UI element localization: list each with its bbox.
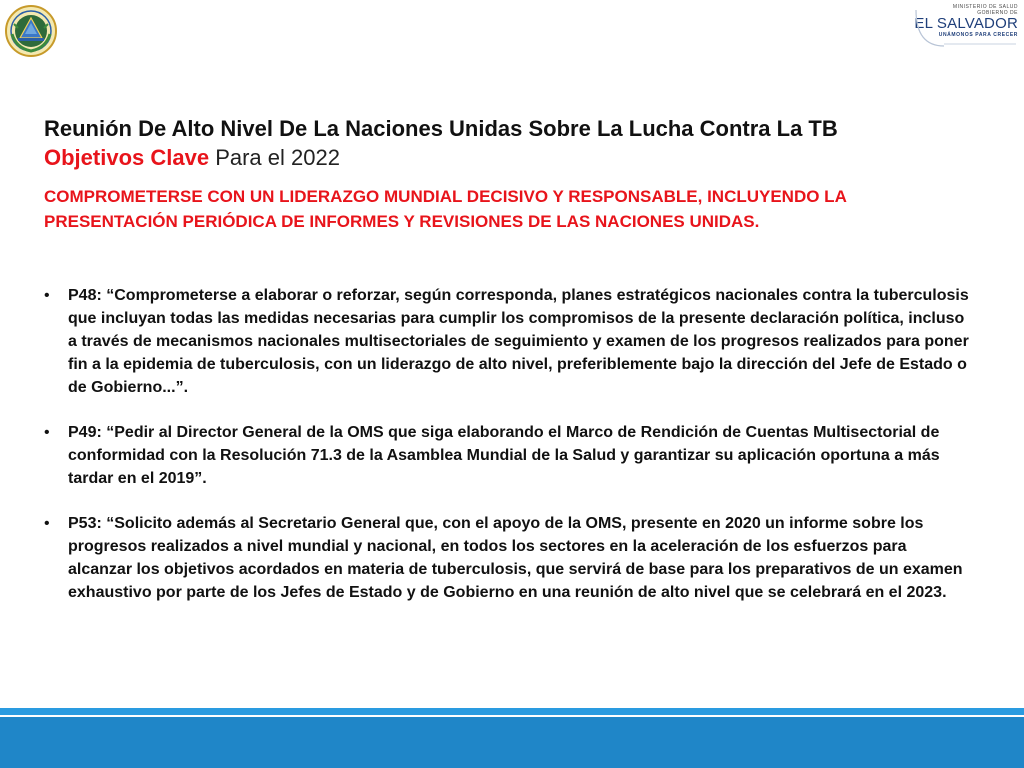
footer-band [0, 717, 1024, 768]
bullet-dot-icon: • [44, 287, 50, 304]
logo-ministry-text: MINISTERIO DE SALUD [952, 4, 1018, 10]
bullet-item-p49 [44, 421, 974, 490]
bullet-dot-icon: • [44, 515, 50, 532]
logo-swoosh-icon [914, 4, 1018, 48]
bullet-item-p53 [44, 512, 974, 604]
bullet-item-p48 [44, 284, 974, 399]
bullet-text: P48: “Comprometerse a elaborar o reforzar, según corresponda, planes estratégicos nacionales contra la tuberculosis que incluyan todas las medidas necesarias para cumplir los compromisos de la presente declaración política, incluso a través de mecanismos nacionales multisectoriales de seguimiento y examen de los progresos realizados para poner fin a la epidemia de tuberculosis, con un liderazgo de alto nivel, preferiblemente bajo la dirección del Jefe de Estado o de Gobierno...”. [68, 287, 969, 396]
bullet-text: P53: “Solicito además al Secretario General que, con el apoyo de la OMS, presente en 2020 un informe sobre los progresos realizados a nivel mundial y nacional, en todos los sectores en la aceleración de los esfuerzos para alcanzar los objetivos acordados en materia de tuberculosis, que servirá de base para los preparativos de un examen exhaustivo por parte de los Jefes de Estado y de Gobierno en una reunión de alto nivel que se celebrará en el 2023. [68, 515, 963, 601]
bullet-text: P49: “Pedir al Director General de la OMS que siga elaborando el Marco de Rendición de Cuentas Multisectorial de conformidad con la Resolución 71.3 de la Asamblea Mundial de la Salud y garantizar su aplicación oportuna a más tardar en el 2019”. [68, 424, 940, 487]
title-year-text: Para el 2022 [209, 145, 340, 170]
logo-gov-text: GOBIERNO DE [977, 10, 1018, 16]
title-highlight-text: Objetivos Clave [44, 145, 210, 170]
slide-subtitle: COMPROMETERSE CON UN LIDERAZGO MUNDIAL DECISIVO Y RESPONSABLE, INCLUYENDO LA PRESENTACIÓN PERIÓDICA DE INFORMES Y REVISIONES DE LAS NACIONES UNIDAS. [44, 187, 847, 231]
logo-country-text: EL SALVADOR [914, 15, 1018, 32]
coat-of-arms-icon [4, 4, 58, 58]
title-main-text: Reunión De Alto Nivel De La Naciones Unidas Sobre La Lucha Contra La TB [44, 116, 838, 141]
slide-title [44, 114, 944, 172]
footer-accent-line [0, 708, 1024, 715]
government-logo [914, 4, 1018, 48]
bullet-dot-icon: • [44, 424, 50, 441]
logo-tagline-text: UNÁMONOS PARA CRECER [938, 32, 1018, 38]
bullet-list [44, 284, 974, 626]
